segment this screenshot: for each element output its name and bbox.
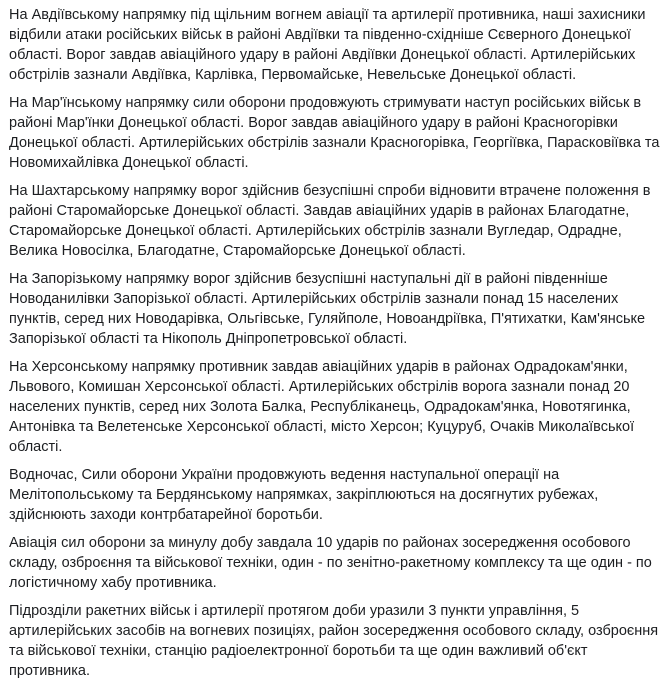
paragraph-avdiivka-direction: На Авдіївському напрямку під щільним вогнем авіації та артилерії противника, наші захисники відбили атаки російських військ в районі Авдіївки та південно-східніше Сєверного Донецької області. Ворог завдав авіаційного удару в районі Авдіївки Донецької області. Артилерійських обстрілів зазнали Авдіївка, Карлівка, Первомайське, Невельське Донецької області. bbox=[9, 7, 654, 83]
paragraph-marinka-direction: На Мар'їнському напрямку сили оборони продовжують стримувати наступ російських військ в районі Мар'їнки Донецької області. Ворог завдав авіаційного удару в районі Красногорівки Донецької області. Артилерійських обстрілів зазнали Красногорівка, Георгіївка, Парасковіївка та Новомихайлівка Донецької області. bbox=[9, 95, 664, 171]
paragraph-kherson-direction: На Херсонському напрямку противник завдав авіаційних ударів в районах Одрадокам'янки, Львового, Комишан Херсонської області. Артилерійських обстрілів ворога зазнали понад 20 населених пунктів, серед них Золота Балка, Республіканець, Одрадокам'янка, Новотягинка, Антонівка та Велетенське Херсонської області, місто Херсон; Куцуруб, Очаків Миколаївської області. bbox=[9, 359, 639, 455]
paragraph-offensive-operation: Водночас, Сили оборони України продовжують ведення наступальної операції на Мелітопольському та Бердянському напрямках, закріплюються на досягнутих рубежах, здійснюють заходи контрбатарейної боротьби. bbox=[9, 467, 603, 523]
paragraph-shakhtarske-direction: На Шахтарському напрямку ворог здійснив безуспішні спроби відновити втрачене положення в районі Старомайорське Донецької області. Завдав авіаційних ударів в районах Благодатне, Старомайорське Донецької області. Артилерійських обстрілів зазнали Вугледар, Одрадне, Велика Новосілка, Благодатне, Старомайорське Донецької області. bbox=[9, 183, 655, 259]
paragraph-aviation-strikes: Авіація сил оборони за минулу добу завдала 10 ударів по районах зосередження особового складу, озброєння та військової техніки, один - по зенітно-ракетному комплексу та ще один - по логістичному хабу противника. bbox=[9, 535, 656, 591]
paragraph-missile-artillery: Підрозділи ракетних військ і артилерії протягом доби уразили 3 пункти управління, 5 артилерійських засобів на вогневих позиціях, район зосередження особового складу, озброєння та військової техніки, станцію радіоелектронної боротьби та ще один важливий об'єкт противника. bbox=[9, 603, 663, 679]
paragraph-zaporizhzhia-direction: На Запорізькому напрямку ворог здійснив безуспішні наступальні дії в районі південніше Новоданилівки Запорізької області. Артилерійських обстрілів зазнали понад 15 населених пунктів, серед них Новодарівка, Ольгівське, Гуляйполе, Новоандріївка, П'ятихатки, Кам'янське Запорізької області та Нікополь Дніпропетровської області. bbox=[9, 271, 650, 347]
